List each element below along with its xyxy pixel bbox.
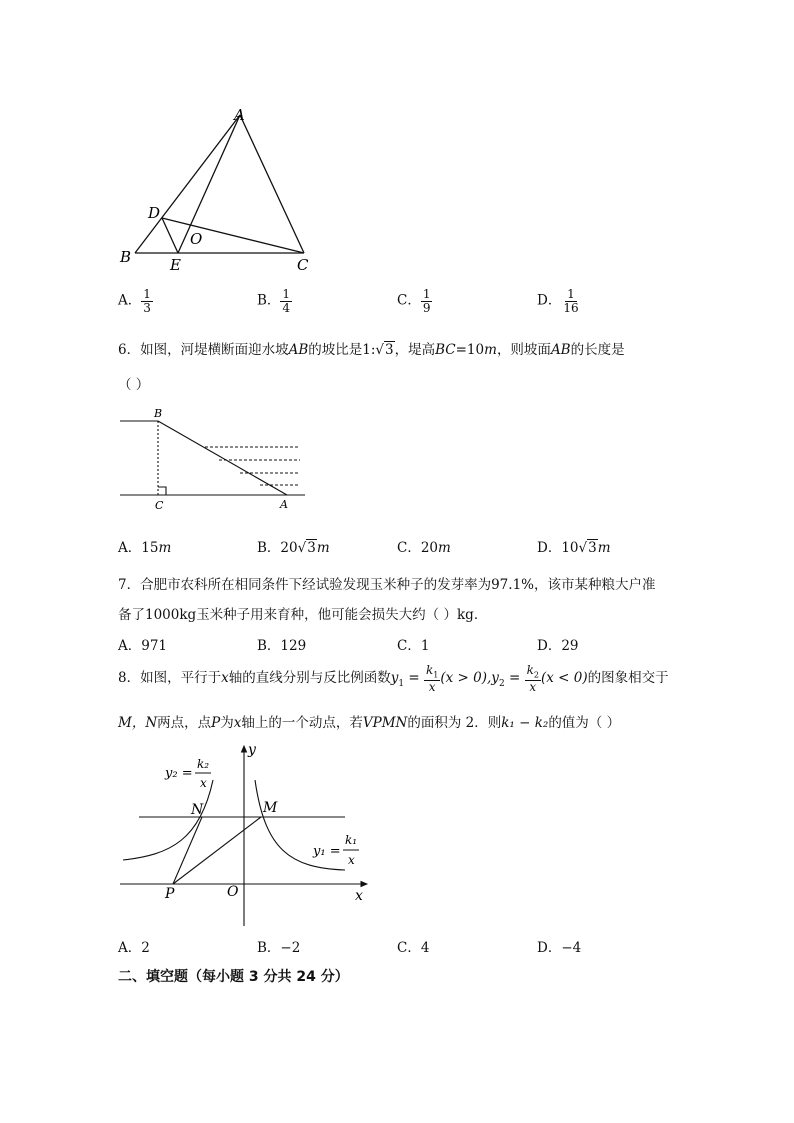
q7-option-a[interactable]: A．971	[118, 638, 168, 654]
q6-option-d[interactable]: D．10√3m	[537, 540, 611, 556]
q7-stem-line1: 7．合肥市农科所在相同条件下经试验发现玉米种子的发芽率为97.1%，该市某种粮大户准	[118, 577, 656, 593]
label-A: A	[234, 106, 245, 124]
label-P: P	[165, 886, 175, 902]
figure-q8-hyperbola	[115, 740, 380, 930]
q5-option-d[interactable]: D． $\frac{1}{16}$	[537, 287, 579, 315]
q6-option-a[interactable]: A．15m	[118, 540, 172, 556]
label-N: N	[191, 802, 204, 818]
q6-option-c[interactable]: C．20m	[397, 540, 451, 556]
q6-paren: （ ）	[118, 377, 150, 393]
q7-option-c[interactable]: C．1	[397, 638, 430, 654]
q8-option-b[interactable]: B．−2	[257, 940, 301, 956]
eq-y1-num: k₁	[345, 833, 358, 847]
label-O: O	[190, 230, 203, 248]
fraction: $\frac{1}{16}$	[563, 287, 579, 315]
eq-y1-label: y₁ =	[313, 844, 341, 859]
label-B: B	[120, 248, 132, 266]
label-B: B	[154, 407, 163, 420]
q8-stem-line1: 8．如图，平行于x轴的直线分别与反比例函数$y_1$ = $\frac{k_1}{x}$ $(x > 0),y_2$ = $\frac{k_2}{x}$ (x < 0)的图象相交于	[118, 663, 669, 694]
eq-y2-num: k₂	[197, 757, 210, 771]
q8-option-d[interactable]: D．−4	[537, 940, 582, 956]
q5-option-c[interactable]: C． $\frac{1}{9}$	[397, 287, 431, 315]
label-A: A	[280, 498, 288, 511]
q8-option-a[interactable]: A．2	[118, 940, 150, 956]
label-D: D	[148, 204, 161, 222]
q7-option-b[interactable]: B．129	[257, 638, 307, 654]
q8-stem-line2: M，N两点，点P为x轴上的一个动点，若VPMN的面积为 2．则k₁ − k₂的值为（ ）	[118, 715, 621, 731]
label-E: E	[170, 256, 181, 274]
axis-label-y: y	[248, 742, 256, 758]
figure-q5-triangle	[110, 100, 330, 275]
eq-y2-den: x	[200, 776, 207, 790]
fraction: $\frac{1}{4}$	[282, 287, 291, 315]
label-M: M	[263, 800, 278, 816]
label-C: C	[155, 499, 164, 512]
q8-option-c[interactable]: C．4	[397, 940, 430, 956]
figure-q6-embankment	[115, 405, 315, 515]
q5-option-a[interactable]: A． $\frac{1}{3}$	[118, 287, 151, 315]
sqrt-symbol: √	[297, 540, 307, 556]
q5-option-b[interactable]: B． $\frac{1}{4}$	[257, 287, 291, 315]
q7-stem-line2: 备了1000kg玉米种子用来育种，他可能会损失大约（ ）kg．	[118, 607, 488, 623]
axis-label-x: x	[355, 888, 363, 904]
eq-y1-den: x	[348, 853, 355, 867]
section-heading: 二、填空题（每小题 3 分共 24 分）	[118, 969, 349, 985]
q6-option-b[interactable]: B．20√3m	[257, 540, 330, 556]
sqrt-symbol: √	[375, 342, 385, 358]
fraction: $\frac{1}{9}$	[422, 287, 431, 315]
q6-stem: 6．如图，河堤横断面迎水坡AB的坡比是1:√3，堤高BC=10m，则坡面AB的长度是	[118, 342, 625, 358]
fraction: $\frac{k_2}{x}$	[526, 663, 539, 694]
fraction: $\frac{k_1}{x}$	[426, 663, 439, 694]
label-O: O	[227, 884, 239, 900]
fraction: $\frac{1}{3}$	[143, 287, 151, 315]
eq-y2-label: y₂ =	[165, 766, 193, 781]
label-C: C	[297, 256, 309, 274]
q7-option-d[interactable]: D．29	[537, 638, 579, 654]
sqrt-symbol: √	[578, 540, 588, 556]
